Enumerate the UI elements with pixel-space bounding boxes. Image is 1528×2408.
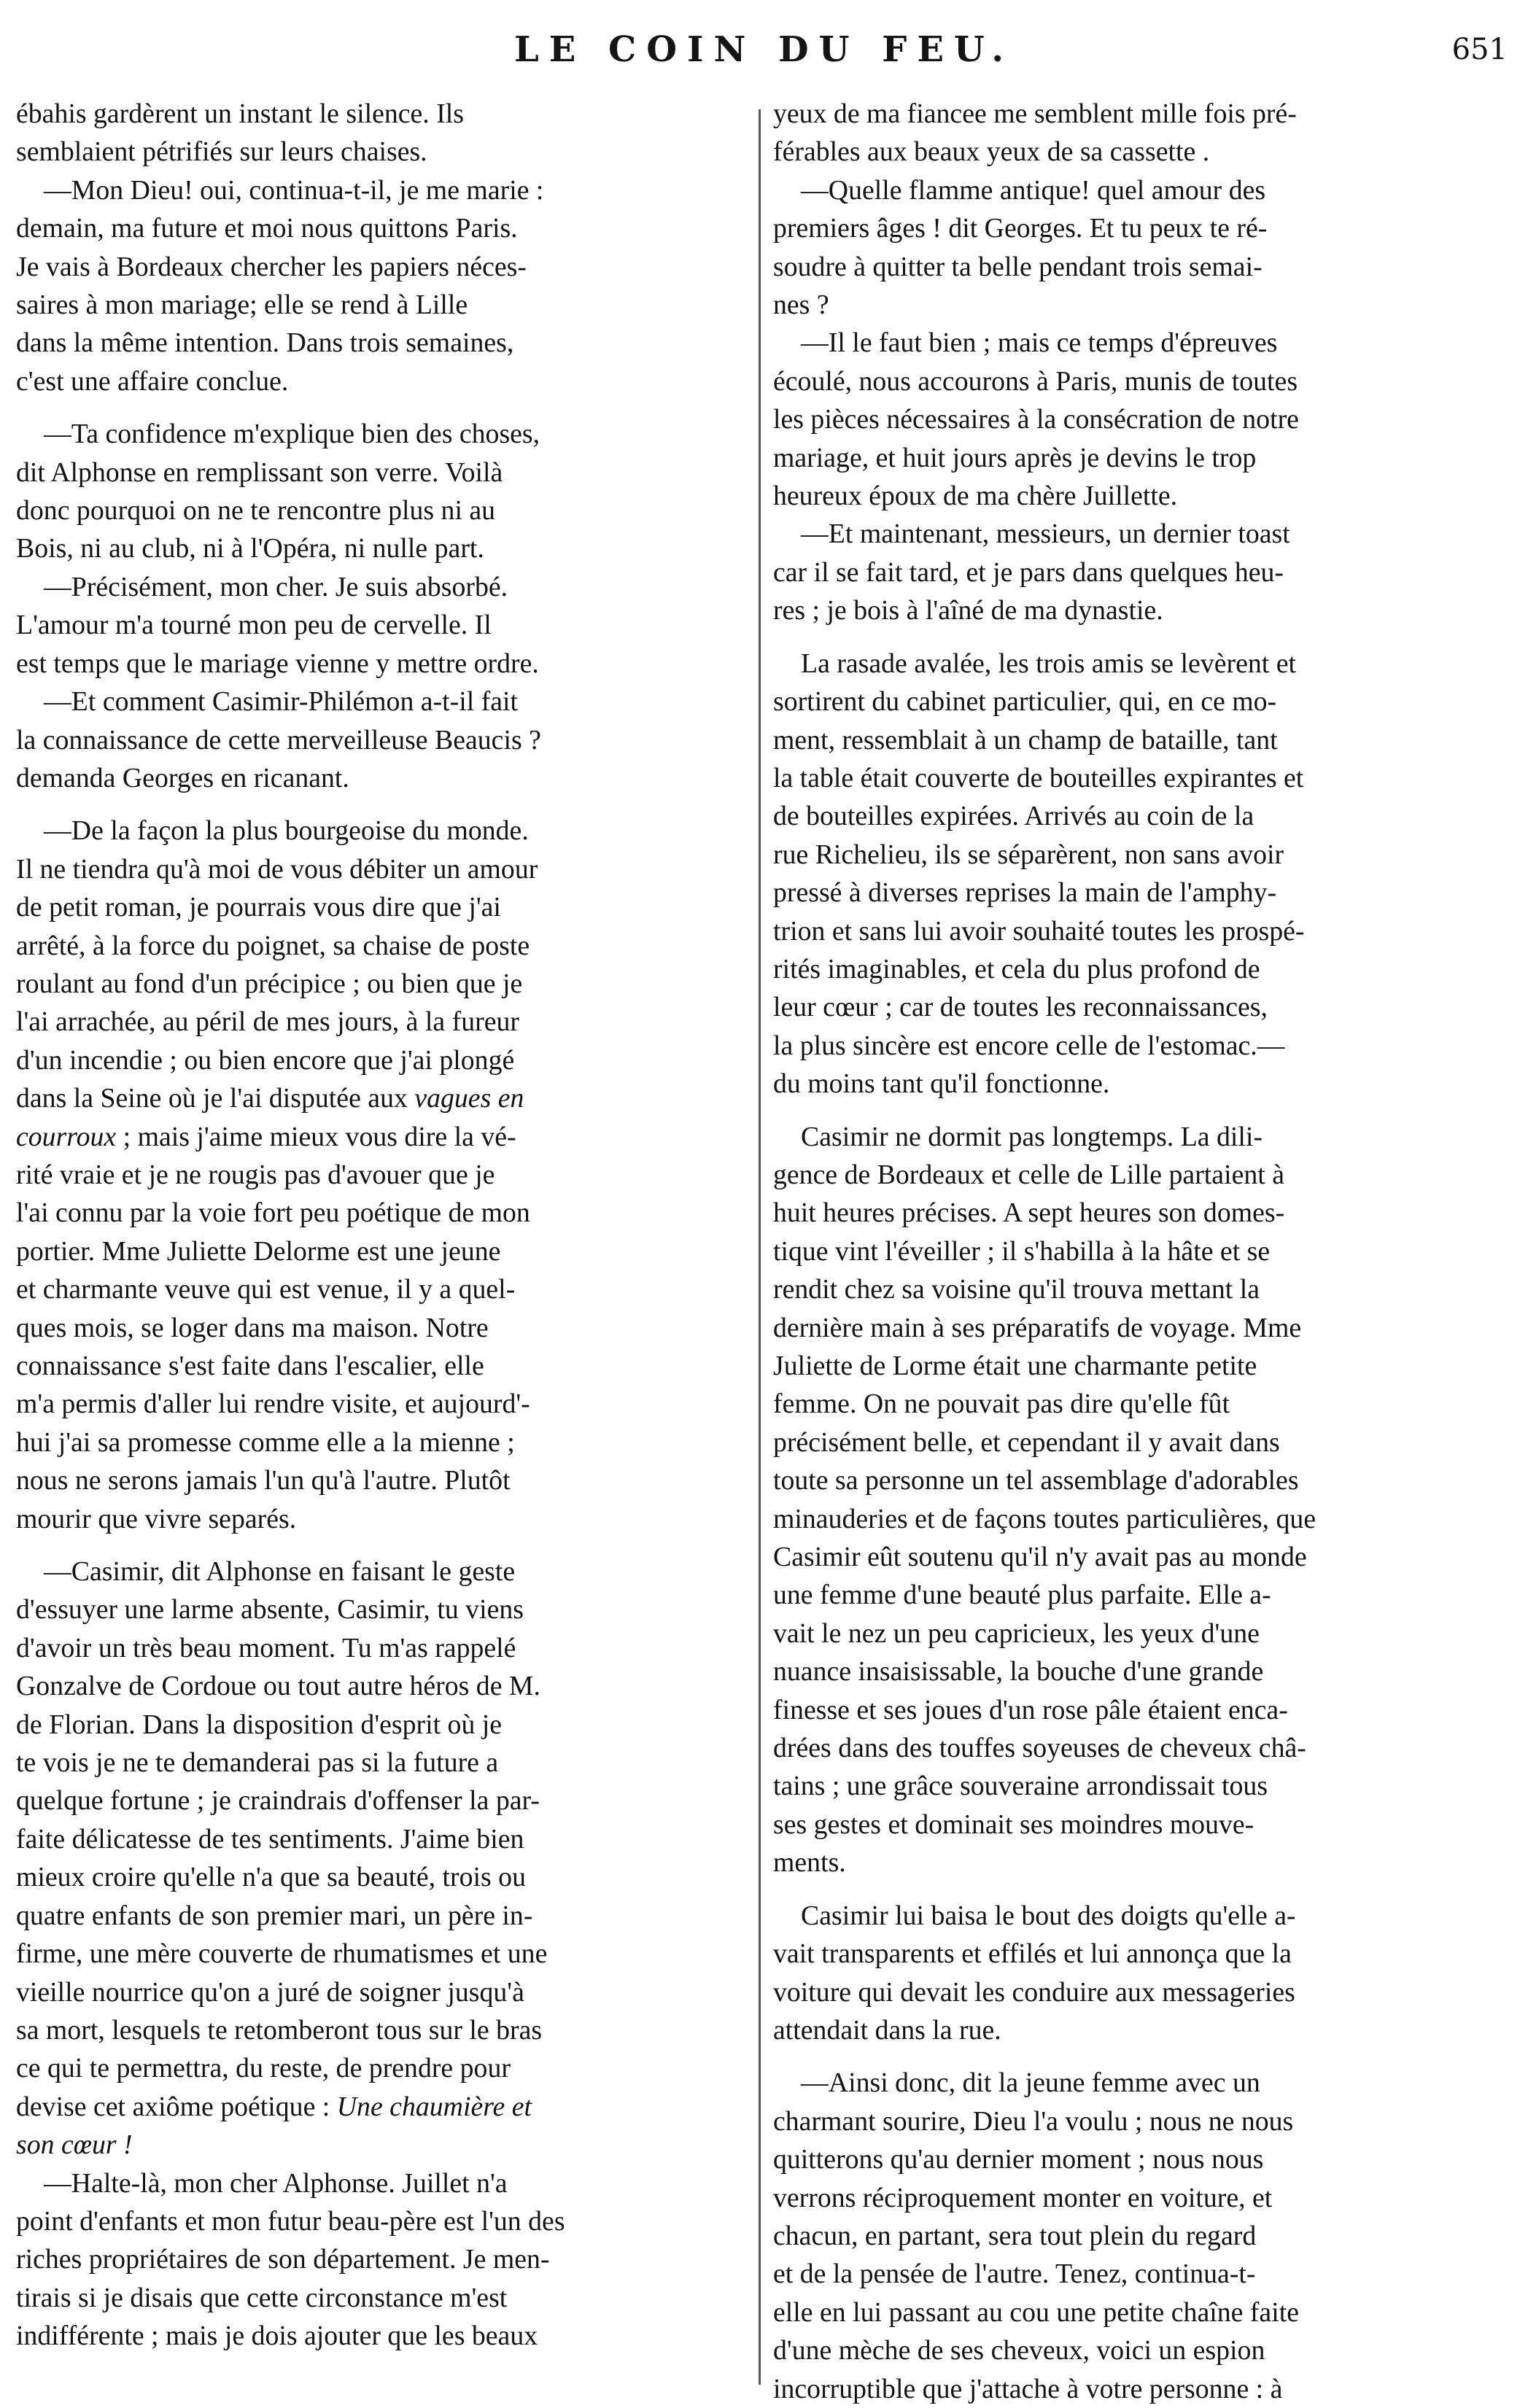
left-column — [16, 95, 744, 2377]
right-column — [773, 95, 1501, 2404]
paragraph — [16, 1553, 744, 2164]
paragraph: La rasade avalée, les trois amis se levèrent et sortirent du cabinet particulier, qui, en ce mo- ment, ressemblait à un champ de bataille, tant la table était couverte de bouteilles expirantes et de bouteilles expirées. Arrivés au coin de la rue Richelieu, ils se séparèrent, non sans avoir pressé à diverses reprises la main de l'amphy- trion et sans lui avoir souhaité toutes les prospé- rités imaginables, et cela du plus profond de leur cœur ; car de toutes les reconnaissances, la plus sincère est encore celle de l'estomac.— du moins tant qu'il fonctionne. — [773, 648, 1305, 1100]
paragraph: Casimir ne dormit pas longtemps. La dili- gence de Bordeaux et celle de Lille partaient à huit heures précises. A sept heures son domes- tique vint l'éveiller ; il s'habilla à la hâte et se rendit chez sa voisine qu'il trouva mettant la dernière main à ses préparatifs de voyage. Mme Juliette de Lorme était une charmante petite femme. On ne pouvait pas dire qu'elle fût précisément belle, et cependant il y avait dans toute sa personne un tel assemblage d'adorables minauderies et de façons toutes particulières, que Casimir eût soutenu qu'il n'y avait pas au monde une femme d'une beauté plus parfaite. Elle a- vait le nez un peu capricieux, les yeux d'une nuance insaisissable, la bouche d'une grande finesse et ses joues d'un rose pâle étaient enca- drées dans des touffes soyeuses de cheveux châ- tains ; une grâce souveraine arrondissait tous ses gestes et dominait ses moindres mouve- ments. — [773, 1121, 1316, 1879]
paragraph: —Ta confidence m'explique bien des choses, dit Alphonse en remplissant son verre. Voilà donc pourquoi on ne te rencontre plus ni au Bois, ni au club, ni à l'Opéra, ni nulle part. — [16, 419, 540, 564]
paragraph-text: ; mais j'aime mieux vous dire la vé- rité vraie et je ne rougis pas d'avouer que je l'ai connu par la voie fort peu poétique de mon portier. Mme Juliette Delorme est une jeune et charmante veuve qui est venue, il y a quel- ques mois, se loger dans ma maison. Notre connaissance s'est faite dans l'escalier, elle m'a permis d'aller lui rendre visite, et aujourd'- hui j'ai sa promesse comme elle a la mienne ; nous ne serons jamais l'un qu'à l'autre. Plutôt mourir que vivre separés. — [16, 1121, 530, 1534]
paragraph: —Halte-là, mon cher Alphonse. Juillet n'a point d'enfants et mon futur beau-père est l'un des riches propriétaires de son département. Je men- tirais si je disais que cette circonstance m'est indifférente ; mais je dois ajouter que les beaux — [16, 2167, 565, 2352]
paragraph: —Et comment Casimir-Philémon a-t-il fait la connaissance de cette merveilleuse Beaucis ? demanda Georges en ricanant. — [16, 686, 541, 793]
running-title: LE COIN DU FEU. — [513, 29, 1015, 70]
italic-text: Une chaumière et son cœur ! — [16, 2091, 532, 2161]
paragraph: Casimir lui baisa le bout des doigts qu'elle a- vait transparents et effilés et lui annonça que la voiture qui devait les conduire aux messageries attendait dans la rue. — [773, 1900, 1296, 2046]
page-header — [0, 20, 1528, 79]
paragraph: ébahis gardèrent un instant le silence. Ils semblaient pétrifiés sur leurs chaises. — [16, 98, 464, 168]
paragraph: —Mon Dieu! oui, continua-t-il, je me marie : demain, ma future et moi nous quittons Paris. Je vais à Bordeaux chercher les papiers néces- saires à mon mariage; elle se rend à Lille dans la même intention. Dans trois semaines, c'est une affaire conclue. — [16, 174, 544, 397]
paragraph: —Et maintenant, messieurs, un dernier toast car il se fait tard, et je pars dans quelques heu- res ; je bois à l'aîné de ma dynastie. — [773, 519, 1290, 626]
paragraph: —Précisément, mon cher. Je suis absorbé. L'amour m'a tourné mon peu de cervelle. Il est temps que le mariage vienne y mettre ordre. — [16, 571, 539, 679]
paragraph-text: —De la façon la plus bourgeoise du monde. Il ne tiendra qu'à moi de vous débiter un amour de petit roman, je pourrais vous dire que j'ai arrêté, à la force du poignet, sa chaise de poste roulant au fond d'un précipice ; ou bien que je l'ai arrachée, au péril de mes jours, à la fureur d'un incendie ; ou bien encore que j'ai plongé dans la Seine où je l'ai disputée aux — [16, 815, 538, 1114]
page-number: 651 — [1451, 33, 1508, 66]
paragraph: —Ainsi donc, dit la jeune femme avec un charmant sourire, Dieu l'a voulu ; nous ne nous quitterons qu'au dernier moment ; nous nous verrons réciproquement monter en voiture, et chacun, en partant, sera tout plein du regard et de la pensée de l'autre. Tenez, continua-t- elle en lui passant au cou une petite chaîne faite d'une mèche de ses cheveux, voici un espion incorruptible que j'attache à votre personne : à — [773, 2067, 1299, 2404]
paragraph-text: —Casimir, dit Alphonse en faisant le geste d'essuyer une larme absente, Casimir, tu viens d'avoir un très beau moment. Tu m'as rappelé Gonzalve de Cordoue ou tout autre héros de M. de Florian. Dans la disposition d'esprit où je te vois je ne te demanderai pas si la future a quelque fortune ; je craindrais d'offenser la par- faite délicatesse de tes sentiments. J'aime bien mieux croire qu'elle n'a que sa beauté, trois ou quatre enfants de son premier mari, un père in- firme, une mère couverte de rhumatismes et une vieille nourrice qu'on a juré de soigner jusqu'à sa mort, lesquels te retomberont tous sur le bras ce qui te permettra, du reste, de prendre pour devise cet axiôme poétique : — [16, 1556, 548, 2122]
paragraph: yeux de ma fiancee me semblent mille fois pré- férables aux beaux yeux de sa cassette . — [773, 98, 1297, 168]
italic-text: vagues en courroux — [16, 1083, 524, 1152]
paragraph — [16, 812, 744, 1538]
column-divider — [759, 109, 761, 2385]
paragraph: —Quelle flamme antique! quel amour des premiers âges ! dit Georges. Et tu peux te ré- soudre à quitter ta belle pendant trois semai- nes ? — [773, 174, 1268, 321]
paragraph: —Il le faut bien ; mais ce temps d'épreuves écoulé, nous accourons à Paris, munis de toutes les pièces nécessaires à la consécration de notre mariage, et huit jours après je devins le trop heureux époux de ma chère Juillette. — [773, 327, 1299, 512]
